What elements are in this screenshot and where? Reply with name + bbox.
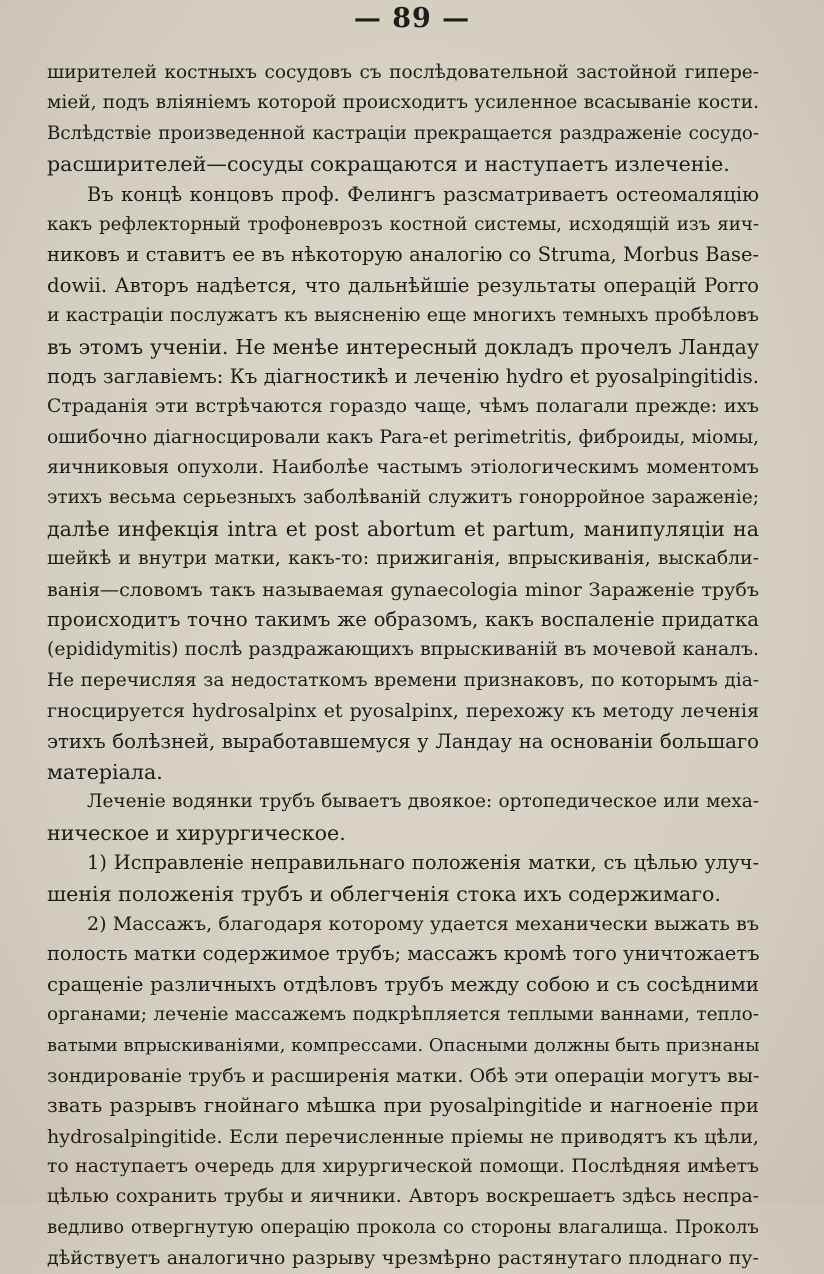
text-line: Въ концѣ концовъ проф. Фелингъ разсматриваетъ остеомаляцію [87,182,759,206]
page-number: — 89 — [353,3,471,34]
text-line: 1) Исправленіе неправильнаго положенія матки, съ цѣлью улуч- [87,851,759,875]
text-line: расширителей—сосуды сокращаются и наступаетъ излеченіе. [47,152,730,177]
text-line: дѣйствуетъ аналогично разрыву чрезмѣрно растянутаго плоднаго пу- [47,1246,759,1270]
text-line: ошибочно діагносцировали какъ Para-et perimetritis, фиброиды, міомы, [47,426,759,448]
text-line: звать разрывъ гнойнаго мѣшка при pyosalpingitide и нагноеніе при [47,1094,759,1118]
text-line: ведливо отвергнутую операцію прокола со стороны влагалища. Проколъ [47,1216,759,1238]
text-line: Леченіе водянки трубъ бываетъ двоякое: ортопедическое или меха- [87,791,759,813]
text-line: міей, подъ вліяніемъ которой происходитъ усиленное всасываніе кости. [47,92,759,114]
text-line: подъ заглавіемъ: Къ діагностикѣ и леченію hydro et pyosalpingitidis. [47,364,760,388]
text-line: и кастраціи послужатъ къ выясненію еще многихъ темныхъ пробѣловъ [47,305,759,327]
text-line: матеріала. [47,759,163,784]
body-text [47,58,759,1274]
text-line: dowii. Авторъ надѣется, что дальнѣйшіе результаты операцій Porro [47,273,759,297]
text-line: Не перечисляя за недостаткомъ времени признаковъ, по которымъ діа- [47,669,759,691]
text-line: какъ рефлекторный трофоневрозъ костной системы, исходящій изъ яич- [47,213,759,235]
text-line: никовъ и ставитъ ее въ нѣкоторую аналогію со Struma, Morbus Base- [47,243,759,267]
text-line: органами; леченіе массажемъ подкрѣпляется теплыми ваннами, тепло- [47,1004,759,1026]
text-line: гносцируется hydrosalpinx et pyosalpinx, перехожу къ методу леченія [47,699,759,723]
text-line: шенія положенія трубъ и облегченія стока ихъ содержимаго. [47,881,721,906]
text-line: то наступаетъ очередь для хирургической помощи. Послѣдняя имѣетъ [47,1156,759,1178]
text-line: этихъ весьма серьезныхъ заболѣваній служитъ гонорройное зараженіе; [47,487,759,509]
text-line: этихъ болѣзней, выработавшемуся у Ландау на основаніи большаго [47,729,759,753]
text-line: 2) Массажъ, благодаря которому удается механически выжать въ [87,911,759,935]
text-line: (epididymitis) послѣ раздражающихъ впрыскиваній въ мочевой каналъ. [47,639,759,661]
text-line: сращеніе различныхъ отдѣловъ трубъ между собою и съ сосѣдними [47,972,759,996]
text-line: ширителей костныхъ сосудовъ съ послѣдовательной застойной гипере- [47,62,759,83]
text-line: шейкѣ и внутри матки, какъ-то: прижиганія, впрыскиванія, выскабли- [47,548,759,570]
text-line: Вслѣдствіе произведенной кастраціи прекращается раздраженіе сосудо- [47,122,759,144]
text-line: ванія—словомъ такъ называемая gynaecologia minor Зараженіе трубъ [47,577,759,601]
text-line: яичниковыя опухоли. Наиболѣе частымъ этіологическимъ моментомъ [47,457,759,479]
text-line: Страданія эти встрѣчаются гораздо чаще, чѣмъ полагали прежде: ихъ [47,396,759,418]
text-line: происходитъ точно такимъ же образомъ, какъ воспаленіе придатка [47,608,759,632]
text-line: hydrosalpingitide. Если перечисленные пріемы не приводятъ къ цѣли, [47,1124,759,1148]
text-line: полость матки содержимое трубъ; массажъ кромѣ того уничтожаетъ [47,942,760,966]
text-line: ватыми впрыскиваніями, компрессами. Опасными должны быть признаны [47,1034,760,1056]
text-line: далѣе инфекція intra et post abortum et partum, манипуляціи на [47,516,759,541]
text-line: зондированіе трубъ и расширенія матки. Обѣ эти операціи могутъ вы- [47,1063,760,1087]
text-line: цѣлью сохранить трубы и яичники. Авторъ воскрешаетъ здѣсь неспра- [47,1186,759,1208]
text-line: въ этомъ ученіи. Не менѣе интересный докладъ прочелъ Ландау [47,334,759,359]
text-line: ническое и хирургическое. [47,820,346,845]
